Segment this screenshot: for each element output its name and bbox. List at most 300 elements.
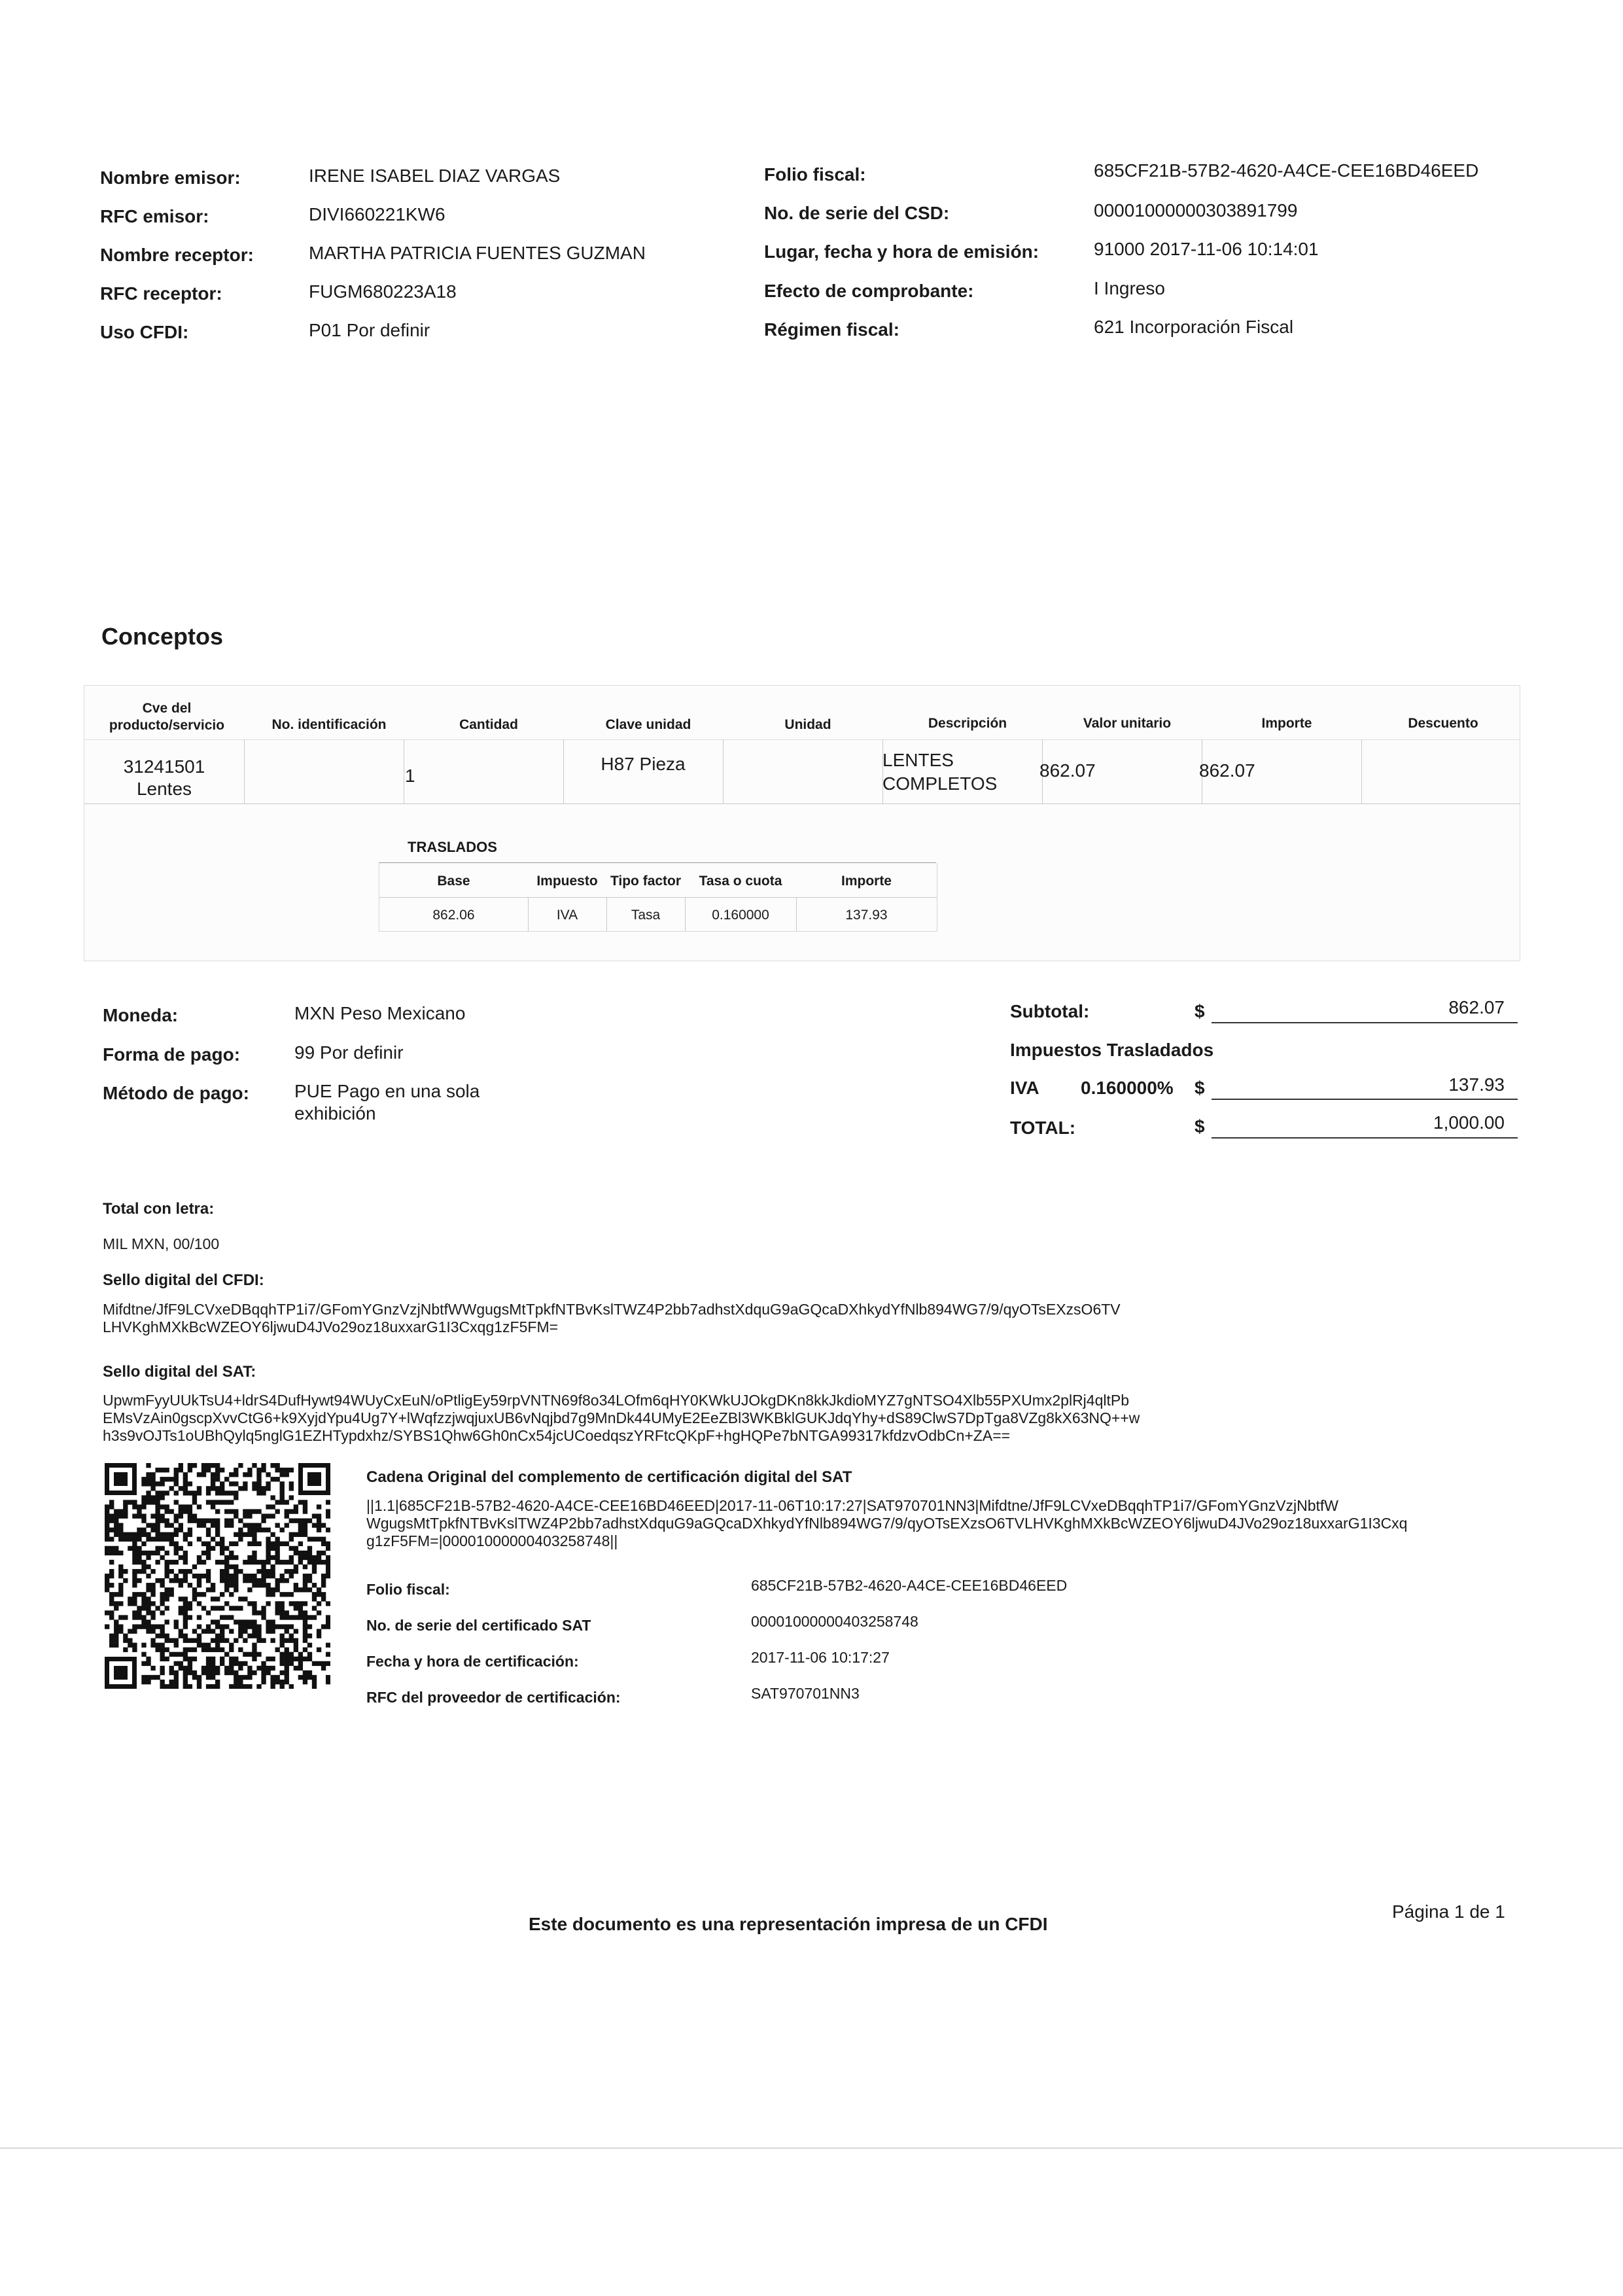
qr-module [261, 1666, 266, 1670]
qr-module [243, 1513, 247, 1518]
qr-module [261, 1574, 266, 1578]
qr-module [298, 1528, 303, 1532]
qr-module [303, 1619, 307, 1624]
qr-module [146, 1477, 150, 1481]
rfc-emisor-label: RFC emisor: [100, 206, 209, 226]
qr-module [321, 1578, 326, 1583]
qr-module [192, 1657, 197, 1661]
qr-module [174, 1643, 179, 1648]
qr-module [224, 1500, 229, 1504]
qr-module [289, 1518, 294, 1523]
qr-module [326, 1555, 330, 1560]
cadena-original-title: Cadena Original del complemento de certificación digital del SAT [366, 1468, 852, 1486]
qr-module [165, 1477, 169, 1481]
qr-module [326, 1560, 330, 1564]
qr-module [197, 1578, 201, 1583]
qr-module [321, 1583, 326, 1587]
qr-module [298, 1551, 303, 1555]
qr-module [285, 1560, 289, 1564]
qr-module [183, 1675, 188, 1680]
qr-module [285, 1666, 289, 1670]
qr-module [252, 1463, 256, 1468]
qr-module [114, 1634, 118, 1638]
qr-module [261, 1569, 266, 1574]
qr-module [252, 1643, 256, 1648]
qr-module [229, 1518, 234, 1523]
qr-module [280, 1624, 285, 1629]
qr-module [247, 1542, 252, 1546]
qr-module [215, 1634, 220, 1638]
qr-module [326, 1601, 330, 1606]
qr-module [146, 1463, 150, 1468]
qr-module [252, 1551, 256, 1555]
qr-module [160, 1546, 164, 1551]
qr-module [215, 1500, 220, 1504]
qr-module [256, 1652, 261, 1657]
qr-module [165, 1592, 169, 1597]
qr-module [298, 1518, 303, 1523]
qr-module [150, 1477, 155, 1481]
qr-module [289, 1495, 294, 1500]
qr-module [252, 1619, 256, 1624]
qr-module [206, 1518, 211, 1523]
qr-module [307, 1578, 312, 1583]
qr-module [307, 1546, 312, 1551]
qr-module [220, 1638, 224, 1643]
qr-module [252, 1652, 256, 1657]
qr-module [298, 1532, 303, 1537]
qr-module [326, 1652, 330, 1657]
qr-module [256, 1684, 261, 1689]
qr-module [285, 1509, 289, 1513]
qr-module [234, 1509, 238, 1513]
qr-module [155, 1648, 160, 1652]
qr-module [201, 1472, 206, 1477]
qr-module [174, 1472, 179, 1477]
qr-module [206, 1684, 211, 1689]
qr-module [183, 1670, 188, 1675]
qr-module [261, 1491, 266, 1495]
qr-module [270, 1587, 275, 1592]
qr-module [326, 1574, 330, 1578]
qr-module [183, 1601, 188, 1606]
qr-module [289, 1546, 294, 1551]
qr-module [109, 1634, 114, 1638]
qr-module [234, 1472, 238, 1477]
qr-module [229, 1615, 234, 1619]
qr-module [132, 1624, 137, 1629]
qr-module [243, 1574, 247, 1578]
qr-module [252, 1528, 256, 1532]
qr-module [183, 1624, 188, 1629]
qr-module [294, 1638, 298, 1643]
qr-module [229, 1578, 234, 1583]
qr-module [160, 1624, 164, 1629]
qr-module [275, 1463, 280, 1468]
qr-module [243, 1486, 247, 1491]
qr-module [285, 1657, 289, 1661]
qr-module [132, 1615, 137, 1619]
qr-module [114, 1601, 118, 1606]
qr-module [275, 1537, 280, 1542]
qr-module [188, 1542, 192, 1546]
qr-module [256, 1634, 261, 1638]
qr-module [109, 1513, 114, 1518]
qr-module [256, 1560, 261, 1564]
qr-module [179, 1652, 183, 1657]
qr-module [137, 1513, 141, 1518]
qr-module [165, 1564, 169, 1569]
qr-module [234, 1574, 238, 1578]
qr-module [220, 1624, 224, 1629]
qr-module [303, 1564, 307, 1569]
qr-module [261, 1661, 266, 1666]
qr-module [224, 1578, 229, 1583]
qr-module [206, 1624, 211, 1629]
qr-module [229, 1472, 234, 1477]
qr-module [298, 1555, 303, 1560]
qr-module [220, 1578, 224, 1583]
qr-module [118, 1574, 123, 1578]
qr-module [280, 1615, 285, 1619]
qr-module [215, 1528, 220, 1532]
qr-module [294, 1606, 298, 1610]
qr-module [220, 1661, 224, 1666]
qr-module [220, 1542, 224, 1546]
qr-module [183, 1537, 188, 1542]
qr-module [169, 1684, 174, 1689]
qr-module [317, 1504, 321, 1509]
qr-module [280, 1684, 285, 1689]
qr-module [243, 1624, 247, 1629]
efecto-comprobante-value: I Ingreso [1094, 278, 1165, 298]
qr-module [206, 1569, 211, 1574]
qr-module [128, 1546, 132, 1551]
qr-module [206, 1578, 211, 1583]
qr-module [289, 1537, 294, 1542]
qr-module [150, 1528, 155, 1532]
qr-module [220, 1629, 224, 1633]
qr-module [211, 1629, 215, 1633]
qr-module [215, 1542, 220, 1546]
qr-module [326, 1542, 330, 1546]
qr-module [155, 1513, 160, 1518]
qr-module [215, 1597, 220, 1601]
qr-module [266, 1670, 270, 1675]
qr-module [201, 1468, 206, 1472]
qr-module [312, 1537, 317, 1542]
qr-module [275, 1500, 280, 1504]
qr-module [266, 1619, 270, 1624]
qr-module [275, 1509, 280, 1513]
qr-module [165, 1606, 169, 1610]
qr-module [234, 1606, 238, 1610]
qr-module [224, 1560, 229, 1564]
qr-module [238, 1661, 243, 1666]
qr-module [229, 1500, 234, 1504]
qr-module [201, 1643, 206, 1648]
qr-module [206, 1629, 211, 1633]
qr-module [211, 1638, 215, 1643]
qr-module [132, 1551, 137, 1555]
qr-module [220, 1592, 224, 1597]
qr-module [192, 1495, 197, 1500]
qr-module [179, 1523, 183, 1528]
qr-module [252, 1532, 256, 1537]
qr-module [270, 1592, 275, 1597]
qr-module [179, 1661, 183, 1666]
qr-module [220, 1648, 224, 1652]
qr-module [197, 1574, 201, 1578]
qr-module [109, 1504, 114, 1509]
qr-module [252, 1583, 256, 1587]
qr-module [224, 1564, 229, 1569]
total-label: TOTAL: [1010, 1118, 1076, 1138]
qr-module [285, 1523, 289, 1528]
qr-module [312, 1680, 317, 1684]
qr-module [211, 1675, 215, 1680]
qr-module [150, 1500, 155, 1504]
qr-module [298, 1587, 303, 1592]
qr-module [280, 1468, 285, 1472]
qr-module [179, 1486, 183, 1491]
qr-module [220, 1537, 224, 1542]
qr-module [174, 1542, 179, 1546]
qr-module [206, 1643, 211, 1648]
qr-module [132, 1592, 137, 1597]
qr-module [326, 1569, 330, 1574]
qr-module [247, 1670, 252, 1675]
qr-module [266, 1537, 270, 1542]
qr-module [252, 1657, 256, 1661]
qr-module [197, 1560, 201, 1564]
qr-module [183, 1491, 188, 1495]
qr-module [169, 1578, 174, 1583]
qr-module [188, 1583, 192, 1587]
qr-module [211, 1486, 215, 1491]
qr-module [174, 1619, 179, 1624]
qr-module [215, 1684, 220, 1689]
qr-module [285, 1592, 289, 1597]
qr-module [192, 1648, 197, 1652]
footer-text: Este documento es una representación impresa de un CFDI [529, 1914, 1048, 1934]
qr-module [211, 1481, 215, 1486]
qr-module [303, 1523, 307, 1528]
qr-module [307, 1615, 312, 1619]
qr-module [155, 1523, 160, 1528]
qr-module [321, 1597, 326, 1601]
qr-module [160, 1532, 164, 1537]
qr-module [215, 1670, 220, 1675]
qr-module [114, 1546, 118, 1551]
qr-module [275, 1468, 280, 1472]
qr-module [105, 1537, 109, 1542]
qr-module [188, 1528, 192, 1532]
qr-module [266, 1629, 270, 1633]
qr-module [132, 1574, 137, 1578]
regimen-fiscal-label: Régimen fiscal: [764, 319, 899, 340]
qr-module [285, 1472, 289, 1477]
qr-module [201, 1592, 206, 1597]
qr-module [321, 1542, 326, 1546]
qr-module [160, 1610, 164, 1615]
qr-module [270, 1624, 275, 1629]
qr-module [266, 1555, 270, 1560]
qr-module [179, 1606, 183, 1610]
qr-module [179, 1463, 183, 1468]
qr-module [192, 1513, 197, 1518]
qr-module [270, 1546, 275, 1551]
qr-module [174, 1684, 179, 1689]
qr-module [224, 1652, 229, 1657]
qr-module [169, 1477, 174, 1481]
qr-module [243, 1629, 247, 1633]
qr-module [118, 1583, 123, 1587]
qr-module [243, 1675, 247, 1680]
qr-module [243, 1560, 247, 1564]
qr-module [234, 1468, 238, 1472]
qr-module [266, 1542, 270, 1546]
qr-module [169, 1542, 174, 1546]
qr-module [224, 1518, 229, 1523]
qr-module [160, 1643, 164, 1648]
qr-module [307, 1560, 312, 1564]
qr-module [289, 1657, 294, 1661]
qr-module [137, 1555, 141, 1560]
qr-module [141, 1592, 146, 1597]
qr-module [243, 1597, 247, 1601]
qr-module [183, 1509, 188, 1513]
qr-module [234, 1491, 238, 1495]
qr-module [192, 1592, 197, 1597]
qr-module [303, 1555, 307, 1560]
qr-module [307, 1518, 312, 1523]
qr-module [303, 1670, 307, 1675]
cell-cve-code: 31241501 [123, 756, 205, 777]
qr-module [211, 1546, 215, 1551]
qr-module [224, 1670, 229, 1675]
qr-module [312, 1675, 317, 1680]
qr-module [238, 1528, 243, 1532]
qr-module [312, 1555, 317, 1560]
qr-module [326, 1513, 330, 1518]
qr-module [280, 1560, 285, 1564]
qr-module [169, 1532, 174, 1537]
qr-module [215, 1619, 220, 1624]
qr-module [206, 1500, 211, 1504]
qr-module [275, 1477, 280, 1481]
qr-module [303, 1675, 307, 1680]
qr-module [165, 1634, 169, 1638]
qr-module [261, 1615, 266, 1619]
qr-module [183, 1684, 188, 1689]
qr-module [165, 1523, 169, 1528]
qr-module [280, 1592, 285, 1597]
qr-module [303, 1648, 307, 1652]
qr-module [238, 1537, 243, 1542]
qr-module [141, 1643, 146, 1648]
nombre-receptor-label: Nombre receptor: [100, 245, 254, 265]
qr-module [105, 1551, 109, 1555]
qr-module [326, 1643, 330, 1648]
traslados-cell-tasa: 0.160000 [712, 908, 769, 923]
qr-module [285, 1569, 289, 1574]
qr-module [238, 1486, 243, 1491]
qr-module [266, 1560, 270, 1564]
qr-module [169, 1569, 174, 1574]
qr-module [215, 1472, 220, 1477]
qr-module [229, 1509, 234, 1513]
qr-module [132, 1583, 137, 1587]
qr-module [174, 1670, 179, 1675]
qr-module [132, 1542, 137, 1546]
qr-module [303, 1551, 307, 1555]
qr-module [280, 1472, 285, 1477]
qr-module [155, 1560, 160, 1564]
cadena-original-value: ||1.1|685CF21B-57B2-4620-A4CE-CEE16BD46EED|2017-11-06T10:17:27|SAT970701NN3|Mifdtne/JfF9LCVxeDBqqhTP1i7/GFomYGnzVzjNbtfW WgugsMtTpkfNTBvKslTWZ4P2bb7adhstXdquG9aGQcaDXhkydYfNlb894WG7/9/qyOTsEXzsO6TVLHVKghMXkBcWZEOY6ljwuD4JVo29oz18uxxarG1I3Cxq g1zF5FM=|00001000000403258748|| [366, 1497, 1408, 1549]
qr-module [252, 1670, 256, 1675]
qr-module [307, 1537, 312, 1542]
qr-module [192, 1670, 197, 1675]
qr-module [280, 1638, 285, 1643]
qr-module [160, 1491, 164, 1495]
qr-module [211, 1648, 215, 1652]
qr-module [169, 1509, 174, 1513]
qr-module [155, 1518, 160, 1523]
qr-module [141, 1675, 146, 1680]
qr-module [141, 1528, 146, 1532]
qr-module [266, 1624, 270, 1629]
qr-module [229, 1648, 234, 1652]
qr-module [294, 1643, 298, 1648]
col-header-descripcion: Descripción [928, 716, 1007, 731]
qr-module [201, 1648, 206, 1652]
qr-module [220, 1657, 224, 1661]
qr-module [211, 1597, 215, 1601]
qr-module [201, 1542, 206, 1546]
qr-module [261, 1518, 266, 1523]
total-letra-label: Total con letra: [103, 1200, 215, 1218]
qr-module [270, 1463, 275, 1468]
qr-module [183, 1657, 188, 1661]
qr-module [114, 1606, 118, 1610]
qr-module [280, 1643, 285, 1648]
qr-module [229, 1491, 234, 1495]
qr-module [105, 1546, 109, 1551]
qr-module [146, 1495, 150, 1500]
qr-module [294, 1629, 298, 1633]
qr-module [275, 1551, 280, 1555]
qr-module [160, 1597, 164, 1601]
qr-module [294, 1666, 298, 1670]
qr-module [220, 1615, 224, 1619]
qr-module [215, 1624, 220, 1629]
qr-module [247, 1601, 252, 1606]
cert-folio-label: Folio fiscal: [366, 1581, 450, 1598]
qr-module [224, 1509, 229, 1513]
qr-module [252, 1481, 256, 1486]
qr-module [150, 1472, 155, 1477]
qr-module [179, 1634, 183, 1638]
qr-module [183, 1551, 188, 1555]
qr-module [206, 1542, 211, 1546]
qr-module [229, 1643, 234, 1648]
qr-module [132, 1569, 137, 1574]
qr-module [137, 1528, 141, 1532]
qr-module [215, 1680, 220, 1684]
qr-module [188, 1638, 192, 1643]
qr-module [285, 1652, 289, 1657]
